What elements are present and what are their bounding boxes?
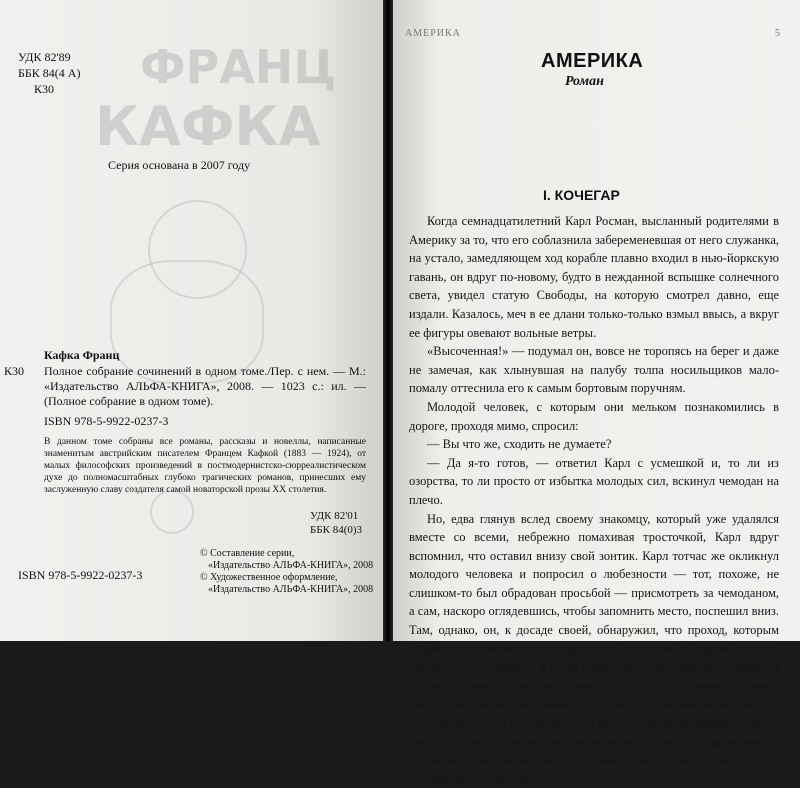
right-page [393,0,800,641]
copyright-line: «Издательство АЛЬФА-КНИГА», 2008 [200,560,373,572]
copyright-block [200,548,373,596]
book-title: АМЕРИКА [541,50,643,73]
udk-code-top: УДК 82'89 [18,50,71,65]
copyright-line: «Издательство АЛЬФА-КНИГА», 2008 [200,584,373,596]
page-number: 5 [775,28,781,39]
copyright-line: © Художественное оформление, [200,572,373,584]
udk-code-bottom: УДК 82'01 [310,510,358,522]
author-heading: Кафка Франц [44,348,119,363]
author-mark-side: К30 [4,364,24,379]
series-note: Серия основана в 2007 году [108,158,250,173]
paragraph: Но, едва глянув вслед своему знакомцу, который уже удалялся вместе со всеми, небрежно помахивая тросточкой, Карл вдруг вспомнил, что оставил внизу свой зонтик. Карл тотчас же окликнул молодого человека и попросил о любезности — тот, похоже, не слишком-то был обрадован просьбой — присмотреть за чемоданом, а сам, наскоро оглядевшись, чтобы запомнить место, поспешил вниз. Там, однако, он, к досаде своей, обнаружил, что проход, которым скорее всего можно было добраться, впервые за время поездки почему-то — очевидно, в связи с выгрузкой пассажиров — заперт, и в поисках другой дороги пустился плутать по лабиринту комнат, кают, залов, по бесконечным, к тому же петляющим коридорам, по лестницам, хотя и не длинным, но многочисленным, миновал чей-то пустой кабинет с покинутым письменным столом посредине, покуда не понял — ведь он и ходил-то по ним прежде этим путем всего раз или два, да и то всегда в [409,510,779,788]
paragraph: Когда семнадцатилетний Карл Росман, высланный родителями в Америку за то, что его соблазнила забеременевшая от него служанка, на устало, замедляющем ход корабле плавно входил в нью-йоркскую гавань, он вдруг по-новому, будто в нежданной вспышке солнечного света, увидел статую Свободы, на которую смотрел давно, еще издали. Казалось, меч в ее длани только-только взмыл ввысь, а вкруг ее фигуры овевают вольные ветры. [409,212,779,342]
chapter-heading: I. КОЧЕГАР [543,187,620,203]
annotation: В данном томе собраны все романы, рассказы и новеллы, написанные знаменитым австрийским писателем Францем Кафкой (1883 — 1924), от малых философских произведений в постмодернистско-сюрреалистическом духе до полномасштабных глубоко трагических романов, принесших ему заслуженную славу создателя самой новаторской прозы XX столетия. [44,436,366,496]
paragraph: — Вы что же, сходить не думаете? [409,435,779,454]
show-through-image: ФРАНЦ [140,40,336,94]
paragraph: «Высоченная!» — подумал он, вовсе не торопясь на берег и даже не замечая, как хлынувшая на палубу толпа носильщиков мало-помалу оттеснила его к самым бортовым поручням. [409,342,779,398]
isbn-bottom: ISBN 978-5-9922-0237-3 [18,568,142,583]
book-subtitle: Роман [565,74,604,90]
author-mark-top: К30 [34,82,54,97]
bbk-code-top: ББК 84(4 А) [18,66,80,81]
copyright-line: © Составление серии, [200,548,373,560]
paragraph: — Да я-то готов, — ответил Карл с усмешкой и, то ли из озорства, то ли просто от избытка молодых сил, вскинул чемодан на плечо. [409,454,779,510]
bbk-code-bottom: ББК 84(0)3 [310,524,362,536]
bibliographic-entry: Полное собрание сочинений в одном томе./Пер. с нем. — М.: «Издательство АЛЬФА-КНИГА», 2008. — 1023 с.: ил. — (Полное собрание в одном томе). [44,364,366,409]
show-through-image: КАФКА [95,95,320,158]
body-text [409,212,779,637]
paragraph: Молодой человек, с которым они мельком познакомились в дороге, проходя мимо, спросил: [409,398,779,435]
book-gutter [383,0,393,641]
isbn-middle: ISBN 978-5-9922-0237-3 [44,414,168,429]
show-through-image [150,490,194,534]
left-page [0,0,383,641]
running-head: АМЕРИКА [405,28,461,39]
